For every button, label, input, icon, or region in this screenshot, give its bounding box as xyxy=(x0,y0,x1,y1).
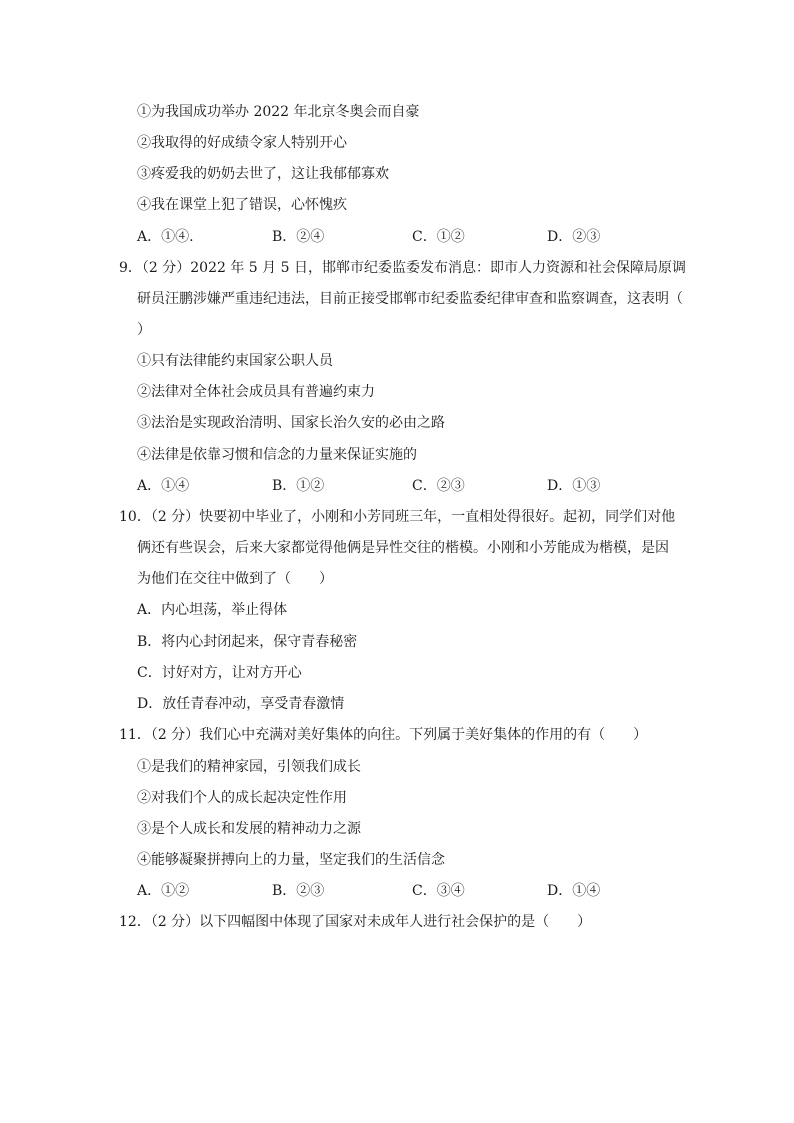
q11-item-3: ③是个人成长和发展的精神动力之源 xyxy=(137,821,361,837)
q9-item-1: ①只有法律能约束国家公职人员 xyxy=(137,353,333,369)
q8-option-b: B．②④ xyxy=(272,229,325,245)
q9-item-2: ②法律对全体社会成员具有普遍约束力 xyxy=(137,384,375,400)
q8-option-c: C．①② xyxy=(412,229,465,245)
q8-option-d: D．②③ xyxy=(547,229,601,245)
q8-item-2: ②我取得的好成绩令家人特别开心 xyxy=(137,135,347,151)
q9-item-3: ③法治是实现政治清明、国家长治久安的必由之路 xyxy=(137,415,445,431)
q11-item-1: ①是我们的精神家园，引领我们成长 xyxy=(137,759,361,775)
q10-stem-line-2: 俩还有些误会，后来大家都觉得他俩是异性交往的楷模。小刚和小芳能成为楷模，是因 xyxy=(137,540,669,556)
q11-option-a: A．①② xyxy=(137,883,190,899)
q11-stem-line-1: 11．（2 分）我们心中充满对美好集体的向往。下列属于美好集体的作用的有（ ） xyxy=(119,727,648,743)
q9-stem-line-2: 研员汪鹏涉嫌严重违纪违法，目前正接受邯郸市纪委监委纪律审查和监察调查，这表明（ xyxy=(137,291,683,307)
q8-item-3: ③疼爱我的奶奶去世了，这让我郁郁寡欢 xyxy=(137,166,389,182)
q9-option-c: C．②③ xyxy=(412,478,465,494)
q10-option-c: C．讨好对方，让对方开心 xyxy=(137,665,302,681)
q9-stem-line-1: 9．（2 分）2022 年 5 月 5 日，邯郸市纪委监委发布消息：即市人力资源和社会保障局原调 xyxy=(119,260,686,276)
q10-stem-line-3: 为他们在交往中做到了（ ） xyxy=(137,571,333,587)
q11-item-2: ②对我们个人的成长起决定性作用 xyxy=(137,790,347,806)
q9-stem-line-3: ） xyxy=(137,322,151,338)
q11-option-b: B．②③ xyxy=(272,883,325,899)
q10-option-d: D．放任青春冲动，享受青春激情 xyxy=(137,696,345,712)
q8-item-4: ④我在课堂上犯了错误，心怀愧疚 xyxy=(137,197,347,213)
q11-option-d: D．①④ xyxy=(547,883,601,899)
q11-option-c: C．③④ xyxy=(412,883,465,899)
q10-option-b: B．将内心封闭起来，保守青春秘密 xyxy=(137,634,358,650)
q10-option-a: A．内心坦荡，举止得体 xyxy=(137,602,288,618)
q8-option-a: A．①④. xyxy=(137,229,194,245)
q9-option-a: A．①④ xyxy=(137,478,190,494)
q9-option-b: B．①② xyxy=(272,478,325,494)
q12-stem-line-1: 12．（2 分）以下四幅图中体现了国家对未成年人进行社会保护的是（ ） xyxy=(119,914,592,930)
q9-item-4: ④法律是依靠习惯和信念的力量来保证实施的 xyxy=(137,447,417,463)
q10-stem-line-1: 10．（2 分）快要初中毕业了，小刚和小芳同班三年，一直相处得很好。起初，同学们对他 xyxy=(119,509,676,525)
q8-item-1: ①为我国成功举办 2022 年北京冬奥会而自豪 xyxy=(137,104,420,120)
q9-option-d: D．①③ xyxy=(547,478,601,494)
q11-item-4: ④能够凝聚拼搏向上的力量，坚定我们的生活信念 xyxy=(137,852,445,868)
